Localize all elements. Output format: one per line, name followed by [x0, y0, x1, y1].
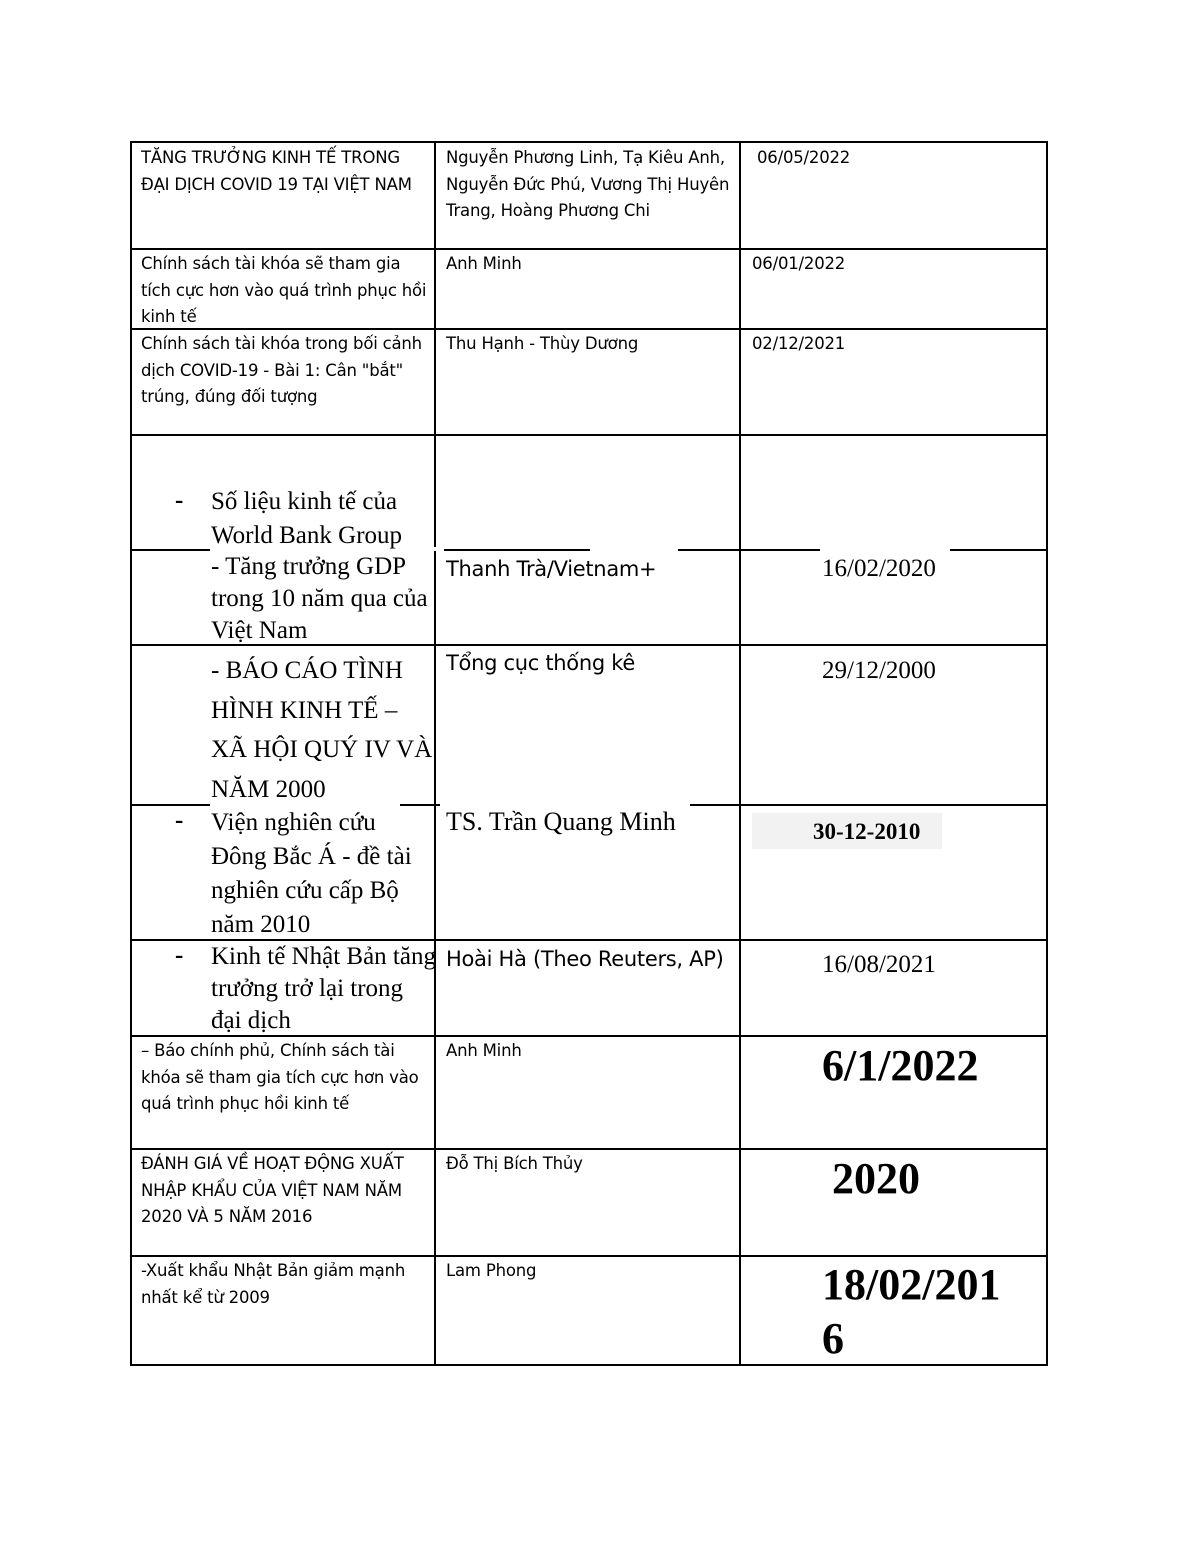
table-border-left: [130, 141, 132, 1366]
row3-author: Thu Hạnh - Thùy Dương: [446, 334, 639, 353]
row2-author: Anh Minh: [446, 254, 522, 273]
table-border-top: [130, 141, 1048, 143]
row10-date: 18/02/2016: [822, 1260, 1001, 1363]
row2-title: Chính sách tài khóa sẽ tham gia tích cực hơn vào quá trình phục hồi kinh tế: [141, 254, 427, 326]
row6-author: TS. Trần Quang Minh: [446, 807, 676, 836]
row4-title-cont: - Tăng trưởng GDP trong 10 năm qua của Việt Nam: [211, 553, 428, 644]
row6-title: Viện nghiên cứu Đông Bắc Á - đề tài nghiên cứu cấp Bộ năm 2010: [211, 809, 412, 938]
line-gap: [820, 547, 950, 551]
row5-author: Tổng cục thống kê: [446, 651, 636, 675]
row8-date: 6/1/2022: [822, 1041, 979, 1090]
row-divider: [130, 248, 1048, 250]
row4-author: Thanh Trà/Vietnam+: [446, 557, 657, 581]
row8-author: Anh Minh: [446, 1041, 522, 1060]
row6-bullet: -: [175, 807, 184, 834]
row9-date: 2020: [832, 1154, 920, 1203]
row6-date: 30-12-2010: [813, 819, 921, 844]
line-gap: [590, 547, 678, 551]
row1-title: TĂNG TRƯỞNG KINH TẾ TRONG ĐẠI DỊCH COVID 19 TẠI VIỆT NAM: [141, 148, 412, 194]
row3-date: 02/12/2021: [752, 334, 846, 353]
row5-date: 29/12/2000: [822, 657, 936, 684]
row4-bullet: -: [175, 487, 184, 514]
row4-date: 16/02/2020: [822, 555, 936, 582]
row1-date: 06/05/2022: [757, 148, 851, 167]
row-divider: [130, 434, 1048, 436]
row10-author: Lam Phong: [446, 1261, 537, 1280]
column-divider-2: [739, 141, 741, 1366]
row2-date: 06/01/2022: [752, 254, 846, 273]
row-divider: [130, 1255, 1048, 1257]
row4-title: Số liệu kinh tế của World Bank Group: [211, 488, 403, 549]
row9-title: ĐÁNH GIÁ VỀ HOẠT ĐỘNG XUẤT NHẬP KHẨU CỦA VIỆT NAM NĂM 2020 VÀ 5 NĂM 2016: [141, 1154, 404, 1226]
row8-title: – Báo chính phủ, Chính sách tài khóa sẽ tham gia tích cực hơn vào quá trình phục hồi kinh tế: [141, 1041, 419, 1113]
row1-author: Nguyễn Phương Linh, Tạ Kiêu Anh, Nguyễn Đức Phú, Vương Thị Huyên Trang, Hoàng Phương Chi: [446, 148, 730, 220]
row9-author: Đỗ Thị Bích Thủy: [446, 1154, 583, 1173]
row7-author: Hoài Hà (Theo Reuters, AP): [446, 947, 724, 971]
row7-title: Kinh tế Nhật Bản tăng trưởng trở lại trong đại dịch: [211, 943, 436, 1034]
row10-title: -Xuất khẩu Nhật Bản giảm mạnh nhất kể từ 2009: [141, 1261, 406, 1307]
row-divider: [130, 1148, 1048, 1150]
row5-title: - BÁO CÁO TÌNH HÌNH KINH TẾ – XÃ HỘI QUÝ IV VÀ NĂM 2000: [211, 657, 433, 803]
row7-bullet: -: [175, 942, 184, 969]
row7-date: 16/08/2021: [822, 951, 936, 978]
row3-title: Chính sách tài khóa trong bối cảnh dịch COVID-19 - Bài 1: Cân "bắt" trúng, đúng đối tượng: [141, 334, 422, 406]
references-table: [130, 141, 1048, 1366]
table-border-right: [1046, 141, 1048, 1366]
